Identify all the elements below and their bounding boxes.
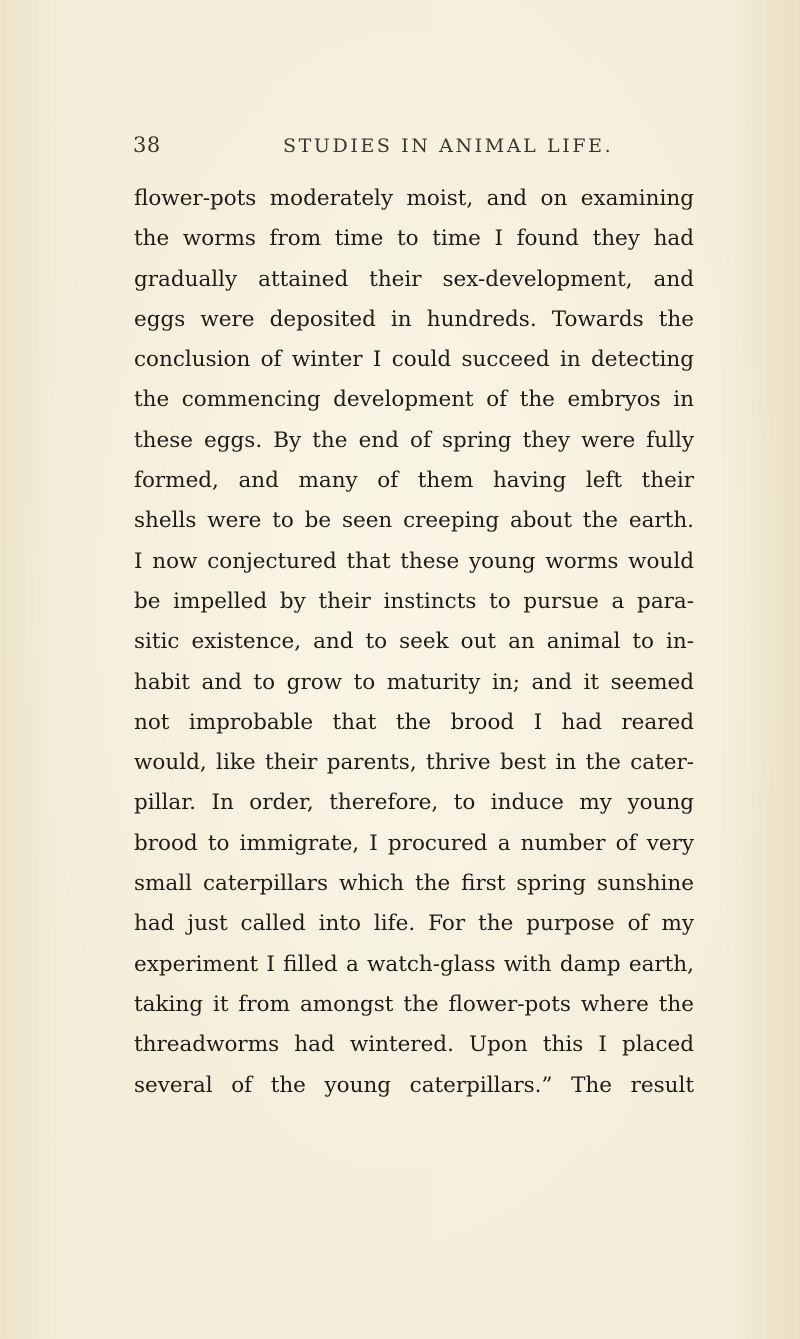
- text-line: flower-pots moderately moist, and on examining: [134, 186, 694, 211]
- text-line: conclusion of winter I could succeed in detecting: [134, 347, 694, 373]
- text-line: be impelled by their instincts to pursue a para-: [134, 588, 694, 614]
- text-line: I now conjectured that these young worms would: [134, 548, 694, 574]
- text-line: threadworms had wintered. Upon this I placed: [134, 1032, 694, 1058]
- text-line: formed, and many of them having left their: [134, 468, 694, 494]
- text-line: small caterpillars which the first spring sunshine: [134, 871, 694, 897]
- text-line: several of the young caterpillars.” The result: [134, 1072, 694, 1098]
- text-line: shells were to be seen creeping about the earth.: [134, 508, 694, 534]
- running-head: STUDIES IN ANIMAL LIFE.: [283, 135, 614, 157]
- page-header: [0, 133, 800, 163]
- page-number: 38: [133, 133, 161, 157]
- text-line: taking it from amongst the flower-pots where the: [134, 991, 694, 1017]
- text-line: would, like their parents, thrive best in the cater-: [134, 750, 694, 776]
- text-line: pillar. In order, therefore, to induce my young: [134, 790, 694, 816]
- text-line: not improbable that the brood I had reared: [134, 709, 694, 735]
- text-line: habit and to grow to maturity in; and it seemed: [134, 669, 694, 695]
- text-line: the commencing development of the embryos in: [134, 387, 694, 413]
- text-line: gradually attained their sex-development, and: [134, 266, 694, 292]
- text-line: experiment I filled a watch-glass with damp earth,: [134, 951, 694, 977]
- text-line: sitic existence, and to seek out an animal to in-: [134, 629, 694, 655]
- text-line: the worms from time to time I found they had: [134, 226, 694, 252]
- body-text: [134, 179, 694, 1106]
- text-line: these eggs. By the end of spring they were fully: [134, 427, 694, 453]
- text-line: eggs were deposited in hundreds. Towards the: [134, 306, 694, 332]
- text-line: brood to immigrate, I procured a number of very: [134, 830, 694, 856]
- text-line: had just called into life. For the purpose of my: [134, 911, 694, 937]
